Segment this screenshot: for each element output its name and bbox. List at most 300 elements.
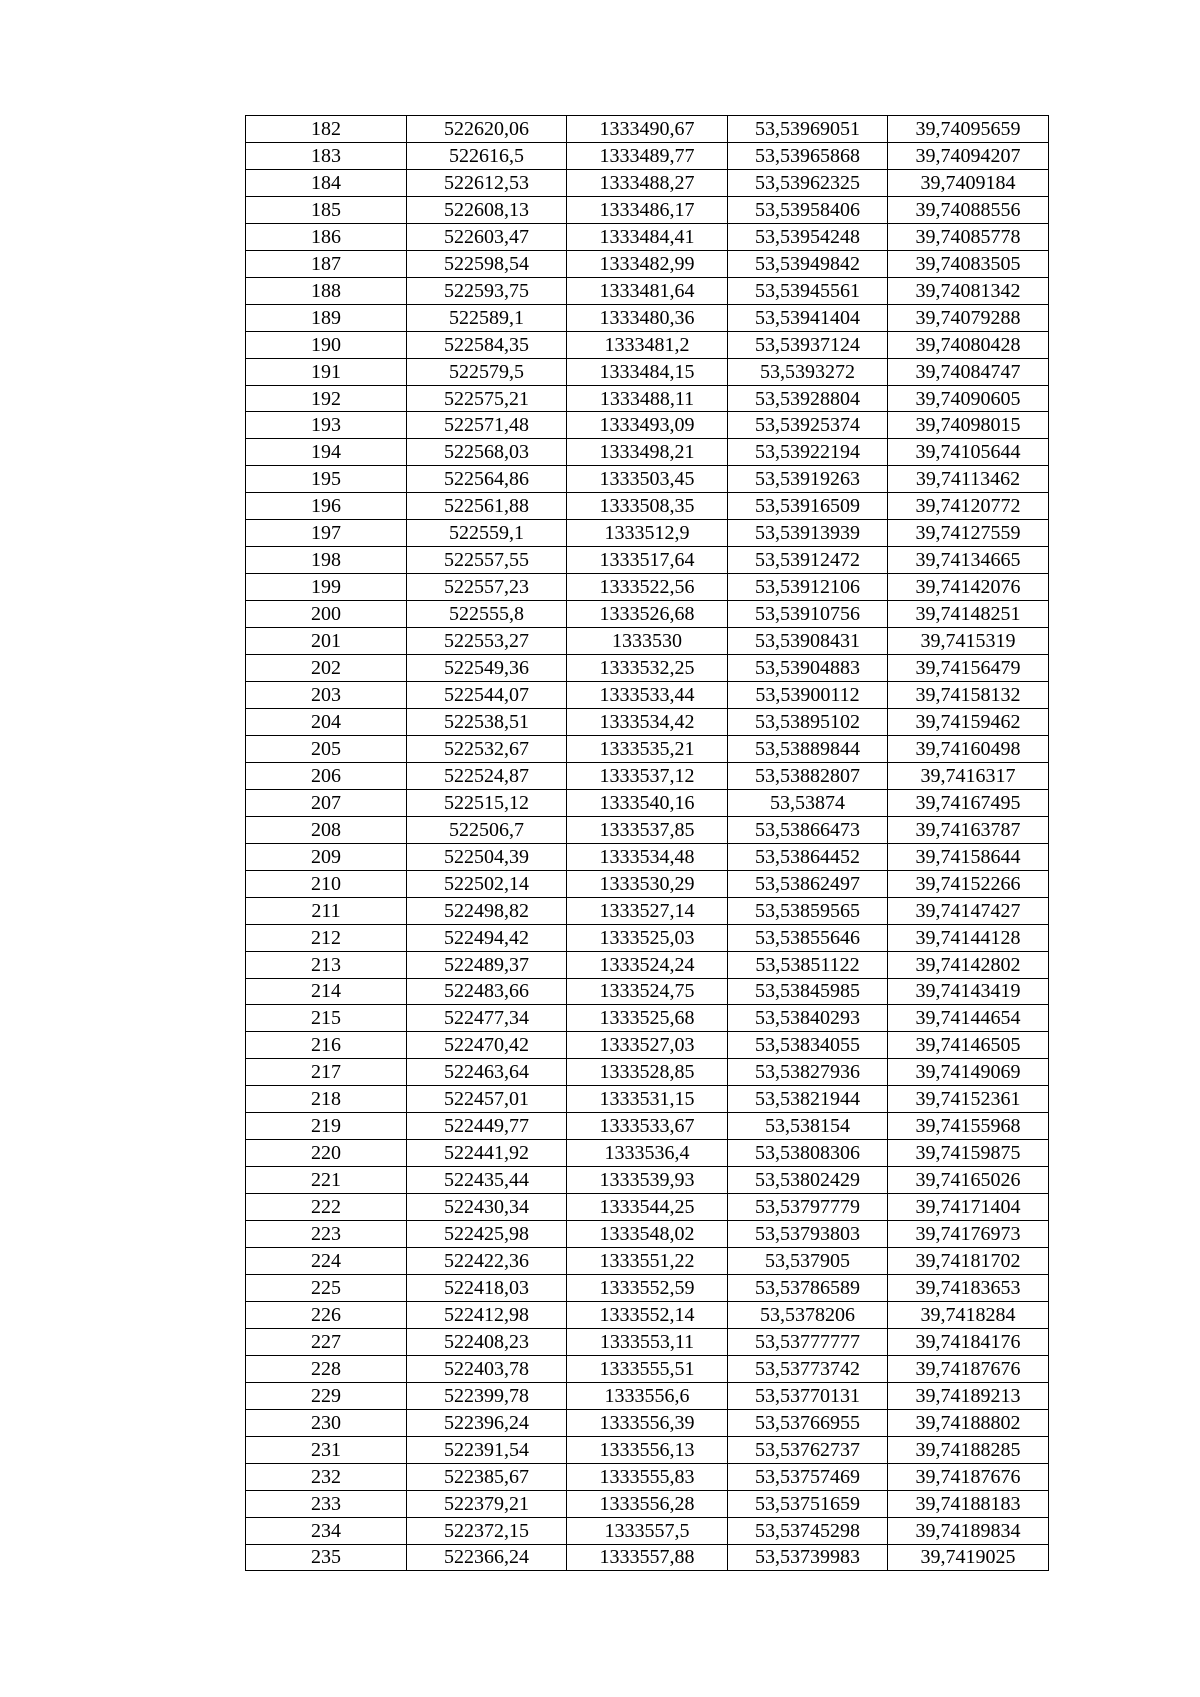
point-number-cell: 203	[246, 682, 407, 709]
point-number-cell: 207	[246, 789, 407, 816]
latitude-cell: 53,53851122	[728, 951, 888, 978]
table-row	[246, 1544, 1049, 1571]
table-row	[246, 1409, 1049, 1436]
x-coordinate-cell: 522532,67	[407, 735, 567, 762]
y-coordinate-cell: 1333503,45	[567, 466, 728, 493]
x-coordinate-cell: 522620,06	[407, 116, 567, 143]
latitude-cell: 53,53834055	[728, 1032, 888, 1059]
y-coordinate-cell: 1333481,2	[567, 331, 728, 358]
x-coordinate-cell: 522463,64	[407, 1059, 567, 1086]
y-coordinate-cell: 1333534,48	[567, 843, 728, 870]
latitude-cell: 53,53786589	[728, 1274, 888, 1301]
latitude-cell: 53,53773742	[728, 1355, 888, 1382]
table-row	[246, 385, 1049, 412]
table-row	[246, 196, 1049, 223]
table-row	[246, 1032, 1049, 1059]
y-coordinate-cell: 1333508,35	[567, 493, 728, 520]
x-coordinate-cell: 522449,77	[407, 1113, 567, 1140]
longitude-cell: 39,74098015	[888, 412, 1049, 439]
latitude-cell: 53,53793803	[728, 1221, 888, 1248]
latitude-cell: 53,53969051	[728, 116, 888, 143]
latitude-cell: 53,53757469	[728, 1463, 888, 1490]
x-coordinate-cell: 522549,36	[407, 655, 567, 682]
latitude-cell: 53,53912106	[728, 574, 888, 601]
table-row	[246, 1113, 1049, 1140]
x-coordinate-cell: 522399,78	[407, 1382, 567, 1409]
latitude-cell: 53,53900112	[728, 682, 888, 709]
y-coordinate-cell: 1333525,68	[567, 1005, 728, 1032]
x-coordinate-cell: 522506,7	[407, 816, 567, 843]
point-number-cell: 214	[246, 978, 407, 1005]
longitude-cell: 39,74143419	[888, 978, 1049, 1005]
latitude-cell: 53,53866473	[728, 816, 888, 843]
x-coordinate-cell: 522544,07	[407, 682, 567, 709]
longitude-cell: 39,74181702	[888, 1248, 1049, 1275]
latitude-cell: 53,53766955	[728, 1409, 888, 1436]
longitude-cell: 39,74188802	[888, 1409, 1049, 1436]
table-row	[246, 1274, 1049, 1301]
longitude-cell: 39,74160498	[888, 735, 1049, 762]
longitude-cell: 39,74088556	[888, 196, 1049, 223]
longitude-cell: 39,74094207	[888, 142, 1049, 169]
table-row	[246, 1463, 1049, 1490]
latitude-cell: 53,53808306	[728, 1140, 888, 1167]
point-number-cell: 194	[246, 439, 407, 466]
x-coordinate-cell: 522391,54	[407, 1436, 567, 1463]
x-coordinate-cell: 522483,66	[407, 978, 567, 1005]
y-coordinate-cell: 1333486,17	[567, 196, 728, 223]
longitude-cell: 39,74171404	[888, 1194, 1049, 1221]
table-row	[246, 1167, 1049, 1194]
point-number-cell: 195	[246, 466, 407, 493]
point-number-cell: 184	[246, 169, 407, 196]
table-row	[246, 682, 1049, 709]
point-number-cell: 231	[246, 1436, 407, 1463]
latitude-cell: 53,53941404	[728, 304, 888, 331]
y-coordinate-cell: 1333533,44	[567, 682, 728, 709]
x-coordinate-cell: 522616,5	[407, 142, 567, 169]
y-coordinate-cell: 1333530,29	[567, 870, 728, 897]
x-coordinate-cell: 522396,24	[407, 1409, 567, 1436]
coordinates-table	[245, 115, 1049, 1571]
point-number-cell: 235	[246, 1544, 407, 1571]
longitude-cell: 39,74189834	[888, 1517, 1049, 1544]
longitude-cell: 39,74165026	[888, 1167, 1049, 1194]
table-row	[246, 1059, 1049, 1086]
x-coordinate-cell: 522372,15	[407, 1517, 567, 1544]
table-row	[246, 601, 1049, 628]
y-coordinate-cell: 1333481,64	[567, 277, 728, 304]
x-coordinate-cell: 522502,14	[407, 870, 567, 897]
table-row	[246, 1221, 1049, 1248]
latitude-cell: 53,53862497	[728, 870, 888, 897]
longitude-cell: 39,74090605	[888, 385, 1049, 412]
point-number-cell: 191	[246, 358, 407, 385]
y-coordinate-cell: 1333484,15	[567, 358, 728, 385]
longitude-cell: 39,74183653	[888, 1274, 1049, 1301]
table-row	[246, 116, 1049, 143]
longitude-cell: 39,74146505	[888, 1032, 1049, 1059]
point-number-cell: 190	[246, 331, 407, 358]
longitude-cell: 39,74187676	[888, 1463, 1049, 1490]
latitude-cell: 53,53922194	[728, 439, 888, 466]
latitude-cell: 53,53770131	[728, 1382, 888, 1409]
point-number-cell: 210	[246, 870, 407, 897]
table-row	[246, 142, 1049, 169]
table-row	[246, 466, 1049, 493]
x-coordinate-cell: 522418,03	[407, 1274, 567, 1301]
x-coordinate-cell: 522598,54	[407, 250, 567, 277]
latitude-cell: 53,53840293	[728, 1005, 888, 1032]
table-row	[246, 493, 1049, 520]
point-number-cell: 232	[246, 1463, 407, 1490]
point-number-cell: 206	[246, 762, 407, 789]
x-coordinate-cell: 522553,27	[407, 628, 567, 655]
x-coordinate-cell: 522579,5	[407, 358, 567, 385]
table-row	[246, 924, 1049, 951]
y-coordinate-cell: 1333552,14	[567, 1301, 728, 1328]
longitude-cell: 39,74084747	[888, 358, 1049, 385]
x-coordinate-cell: 522441,92	[407, 1140, 567, 1167]
longitude-cell: 39,7419025	[888, 1544, 1049, 1571]
y-coordinate-cell: 1333525,03	[567, 924, 728, 951]
point-number-cell: 213	[246, 951, 407, 978]
table-row	[246, 169, 1049, 196]
longitude-cell: 39,74152361	[888, 1086, 1049, 1113]
longitude-cell: 39,74127559	[888, 520, 1049, 547]
latitude-cell: 53,53954248	[728, 223, 888, 250]
y-coordinate-cell: 1333556,6	[567, 1382, 728, 1409]
x-coordinate-cell: 522403,78	[407, 1355, 567, 1382]
table-row	[246, 978, 1049, 1005]
latitude-cell: 53,53945561	[728, 277, 888, 304]
y-coordinate-cell: 1333555,83	[567, 1463, 728, 1490]
point-number-cell: 226	[246, 1301, 407, 1328]
longitude-cell: 39,7409184	[888, 169, 1049, 196]
longitude-cell: 39,74144654	[888, 1005, 1049, 1032]
x-coordinate-cell: 522557,23	[407, 574, 567, 601]
point-number-cell: 200	[246, 601, 407, 628]
longitude-cell: 39,74158132	[888, 682, 1049, 709]
latitude-cell: 53,53882807	[728, 762, 888, 789]
latitude-cell: 53,53845985	[728, 978, 888, 1005]
point-number-cell: 222	[246, 1194, 407, 1221]
x-coordinate-cell: 522477,34	[407, 1005, 567, 1032]
x-coordinate-cell: 522603,47	[407, 223, 567, 250]
latitude-cell: 53,53821944	[728, 1086, 888, 1113]
y-coordinate-cell: 1333551,22	[567, 1248, 728, 1275]
x-coordinate-cell: 522385,67	[407, 1463, 567, 1490]
longitude-cell: 39,74149069	[888, 1059, 1049, 1086]
point-number-cell: 182	[246, 116, 407, 143]
table-row	[246, 789, 1049, 816]
table-row	[246, 331, 1049, 358]
point-number-cell: 230	[246, 1409, 407, 1436]
table-row	[246, 250, 1049, 277]
point-number-cell: 209	[246, 843, 407, 870]
y-coordinate-cell: 1333488,11	[567, 385, 728, 412]
table-row	[246, 870, 1049, 897]
y-coordinate-cell: 1333557,5	[567, 1517, 728, 1544]
point-number-cell: 223	[246, 1221, 407, 1248]
longitude-cell: 39,74189213	[888, 1382, 1049, 1409]
longitude-cell: 39,74152266	[888, 870, 1049, 897]
point-number-cell: 233	[246, 1490, 407, 1517]
longitude-cell: 39,74144128	[888, 924, 1049, 951]
point-number-cell: 196	[246, 493, 407, 520]
y-coordinate-cell: 1333534,42	[567, 708, 728, 735]
longitude-cell: 39,74176973	[888, 1221, 1049, 1248]
x-coordinate-cell: 522559,1	[407, 520, 567, 547]
point-number-cell: 225	[246, 1274, 407, 1301]
point-number-cell: 187	[246, 250, 407, 277]
point-number-cell: 228	[246, 1355, 407, 1382]
point-number-cell: 205	[246, 735, 407, 762]
point-number-cell: 193	[246, 412, 407, 439]
latitude-cell: 53,53864452	[728, 843, 888, 870]
latitude-cell: 53,53802429	[728, 1167, 888, 1194]
y-coordinate-cell: 1333517,64	[567, 547, 728, 574]
point-number-cell: 192	[246, 385, 407, 412]
longitude-cell: 39,74184176	[888, 1328, 1049, 1355]
point-number-cell: 199	[246, 574, 407, 601]
point-number-cell: 221	[246, 1167, 407, 1194]
table-row	[246, 897, 1049, 924]
table-row	[246, 223, 1049, 250]
y-coordinate-cell: 1333480,36	[567, 304, 728, 331]
x-coordinate-cell: 522494,42	[407, 924, 567, 951]
table-row	[246, 1517, 1049, 1544]
latitude-cell: 53,53797779	[728, 1194, 888, 1221]
x-coordinate-cell: 522557,55	[407, 547, 567, 574]
longitude-cell: 39,74113462	[888, 466, 1049, 493]
y-coordinate-cell: 1333493,09	[567, 412, 728, 439]
latitude-cell: 53,53827936	[728, 1059, 888, 1086]
longitude-cell: 39,74155968	[888, 1113, 1049, 1140]
point-number-cell: 219	[246, 1113, 407, 1140]
longitude-cell: 39,74158644	[888, 843, 1049, 870]
latitude-cell: 53,53904883	[728, 655, 888, 682]
latitude-cell: 53,53889844	[728, 735, 888, 762]
point-number-cell: 217	[246, 1059, 407, 1086]
longitude-cell: 39,74142076	[888, 574, 1049, 601]
longitude-cell: 39,7416317	[888, 762, 1049, 789]
x-coordinate-cell: 522470,42	[407, 1032, 567, 1059]
table-row	[246, 735, 1049, 762]
longitude-cell: 39,74148251	[888, 601, 1049, 628]
latitude-cell: 53,53908431	[728, 628, 888, 655]
y-coordinate-cell: 1333530	[567, 628, 728, 655]
x-coordinate-cell: 522555,8	[407, 601, 567, 628]
table-row	[246, 762, 1049, 789]
latitude-cell: 53,53913939	[728, 520, 888, 547]
longitude-cell: 39,74120772	[888, 493, 1049, 520]
longitude-cell: 39,74187676	[888, 1355, 1049, 1382]
longitude-cell: 39,74095659	[888, 116, 1049, 143]
x-coordinate-cell: 522589,1	[407, 304, 567, 331]
table-row	[246, 951, 1049, 978]
latitude-cell: 53,53928804	[728, 385, 888, 412]
longitude-cell: 39,7418284	[888, 1301, 1049, 1328]
point-number-cell: 197	[246, 520, 407, 547]
table-row	[246, 439, 1049, 466]
x-coordinate-cell: 522538,51	[407, 708, 567, 735]
x-coordinate-cell: 522422,36	[407, 1248, 567, 1275]
x-coordinate-cell: 522608,13	[407, 196, 567, 223]
table-row	[246, 304, 1049, 331]
y-coordinate-cell: 1333527,14	[567, 897, 728, 924]
longitude-cell: 39,74147427	[888, 897, 1049, 924]
latitude-cell: 53,53859565	[728, 897, 888, 924]
table-row	[246, 412, 1049, 439]
x-coordinate-cell: 522561,88	[407, 493, 567, 520]
point-number-cell: 202	[246, 655, 407, 682]
latitude-cell: 53,53751659	[728, 1490, 888, 1517]
y-coordinate-cell: 1333537,85	[567, 816, 728, 843]
table-row	[246, 1490, 1049, 1517]
point-number-cell: 229	[246, 1382, 407, 1409]
x-coordinate-cell: 522584,35	[407, 331, 567, 358]
x-coordinate-cell: 522571,48	[407, 412, 567, 439]
point-number-cell: 227	[246, 1328, 407, 1355]
x-coordinate-cell: 522612,53	[407, 169, 567, 196]
y-coordinate-cell: 1333544,25	[567, 1194, 728, 1221]
latitude-cell: 53,53777777	[728, 1328, 888, 1355]
y-coordinate-cell: 1333556,13	[567, 1436, 728, 1463]
y-coordinate-cell: 1333527,03	[567, 1032, 728, 1059]
y-coordinate-cell: 1333524,24	[567, 951, 728, 978]
point-number-cell: 234	[246, 1517, 407, 1544]
y-coordinate-cell: 1333552,59	[567, 1274, 728, 1301]
table-row	[246, 708, 1049, 735]
longitude-cell: 39,74163787	[888, 816, 1049, 843]
table-row	[246, 277, 1049, 304]
x-coordinate-cell: 522515,12	[407, 789, 567, 816]
point-number-cell: 212	[246, 924, 407, 951]
latitude-cell: 53,53910756	[728, 601, 888, 628]
point-number-cell: 185	[246, 196, 407, 223]
x-coordinate-cell: 522430,34	[407, 1194, 567, 1221]
x-coordinate-cell: 522575,21	[407, 385, 567, 412]
x-coordinate-cell: 522412,98	[407, 1301, 567, 1328]
table-row	[246, 1086, 1049, 1113]
longitude-cell: 39,74188183	[888, 1490, 1049, 1517]
table-row	[246, 1301, 1049, 1328]
longitude-cell: 39,74156479	[888, 655, 1049, 682]
point-number-cell: 216	[246, 1032, 407, 1059]
y-coordinate-cell: 1333555,51	[567, 1355, 728, 1382]
latitude-cell: 53,537905	[728, 1248, 888, 1275]
point-number-cell: 201	[246, 628, 407, 655]
y-coordinate-cell: 1333533,67	[567, 1113, 728, 1140]
latitude-cell: 53,53925374	[728, 412, 888, 439]
y-coordinate-cell: 1333548,02	[567, 1221, 728, 1248]
latitude-cell: 53,53916509	[728, 493, 888, 520]
table-row	[246, 1328, 1049, 1355]
table-row	[246, 574, 1049, 601]
x-coordinate-cell: 522593,75	[407, 277, 567, 304]
latitude-cell: 53,5393272	[728, 358, 888, 385]
x-coordinate-cell: 522435,44	[407, 1167, 567, 1194]
point-number-cell: 198	[246, 547, 407, 574]
y-coordinate-cell: 1333490,67	[567, 116, 728, 143]
longitude-cell: 39,74079288	[888, 304, 1049, 331]
latitude-cell: 53,53949842	[728, 250, 888, 277]
y-coordinate-cell: 1333488,27	[567, 169, 728, 196]
x-coordinate-cell: 522379,21	[407, 1490, 567, 1517]
longitude-cell: 39,74134665	[888, 547, 1049, 574]
y-coordinate-cell: 1333557,88	[567, 1544, 728, 1571]
x-coordinate-cell: 522489,37	[407, 951, 567, 978]
point-number-cell: 204	[246, 708, 407, 735]
longitude-cell: 39,74080428	[888, 331, 1049, 358]
point-number-cell: 186	[246, 223, 407, 250]
longitude-cell: 39,74081342	[888, 277, 1049, 304]
point-number-cell: 208	[246, 816, 407, 843]
x-coordinate-cell: 522457,01	[407, 1086, 567, 1113]
latitude-cell: 53,53919263	[728, 466, 888, 493]
y-coordinate-cell: 1333540,16	[567, 789, 728, 816]
y-coordinate-cell: 1333522,56	[567, 574, 728, 601]
x-coordinate-cell: 522564,86	[407, 466, 567, 493]
x-coordinate-cell: 522504,39	[407, 843, 567, 870]
y-coordinate-cell: 1333539,93	[567, 1167, 728, 1194]
latitude-cell: 53,53855646	[728, 924, 888, 951]
longitude-cell: 39,74105644	[888, 439, 1049, 466]
latitude-cell: 53,53958406	[728, 196, 888, 223]
point-number-cell: 183	[246, 142, 407, 169]
y-coordinate-cell: 1333524,75	[567, 978, 728, 1005]
table-row	[246, 628, 1049, 655]
longitude-cell: 39,74188285	[888, 1436, 1049, 1463]
y-coordinate-cell: 1333489,77	[567, 142, 728, 169]
x-coordinate-cell: 522498,82	[407, 897, 567, 924]
longitude-cell: 39,74159462	[888, 708, 1049, 735]
longitude-cell: 39,74083505	[888, 250, 1049, 277]
y-coordinate-cell: 1333528,85	[567, 1059, 728, 1086]
latitude-cell: 53,53965868	[728, 142, 888, 169]
longitude-cell: 39,74167495	[888, 789, 1049, 816]
longitude-cell: 39,74159875	[888, 1140, 1049, 1167]
latitude-cell: 53,53874	[728, 789, 888, 816]
table-row	[246, 655, 1049, 682]
latitude-cell: 53,53937124	[728, 331, 888, 358]
y-coordinate-cell: 1333537,12	[567, 762, 728, 789]
table-row	[246, 1436, 1049, 1463]
y-coordinate-cell: 1333535,21	[567, 735, 728, 762]
table-row	[246, 1005, 1049, 1032]
y-coordinate-cell: 1333531,15	[567, 1086, 728, 1113]
table-row	[246, 1194, 1049, 1221]
table-row	[246, 816, 1049, 843]
y-coordinate-cell: 1333532,25	[567, 655, 728, 682]
point-number-cell: 188	[246, 277, 407, 304]
table-row	[246, 547, 1049, 574]
longitude-cell: 39,7415319	[888, 628, 1049, 655]
table-row	[246, 1140, 1049, 1167]
x-coordinate-cell: 522366,24	[407, 1544, 567, 1571]
x-coordinate-cell: 522524,87	[407, 762, 567, 789]
y-coordinate-cell: 1333484,41	[567, 223, 728, 250]
point-number-cell: 218	[246, 1086, 407, 1113]
latitude-cell: 53,538154	[728, 1113, 888, 1140]
latitude-cell: 53,53895102	[728, 708, 888, 735]
y-coordinate-cell: 1333536,4	[567, 1140, 728, 1167]
latitude-cell: 53,5378206	[728, 1301, 888, 1328]
table-row	[246, 358, 1049, 385]
latitude-cell: 53,53762737	[728, 1436, 888, 1463]
latitude-cell: 53,53745298	[728, 1517, 888, 1544]
